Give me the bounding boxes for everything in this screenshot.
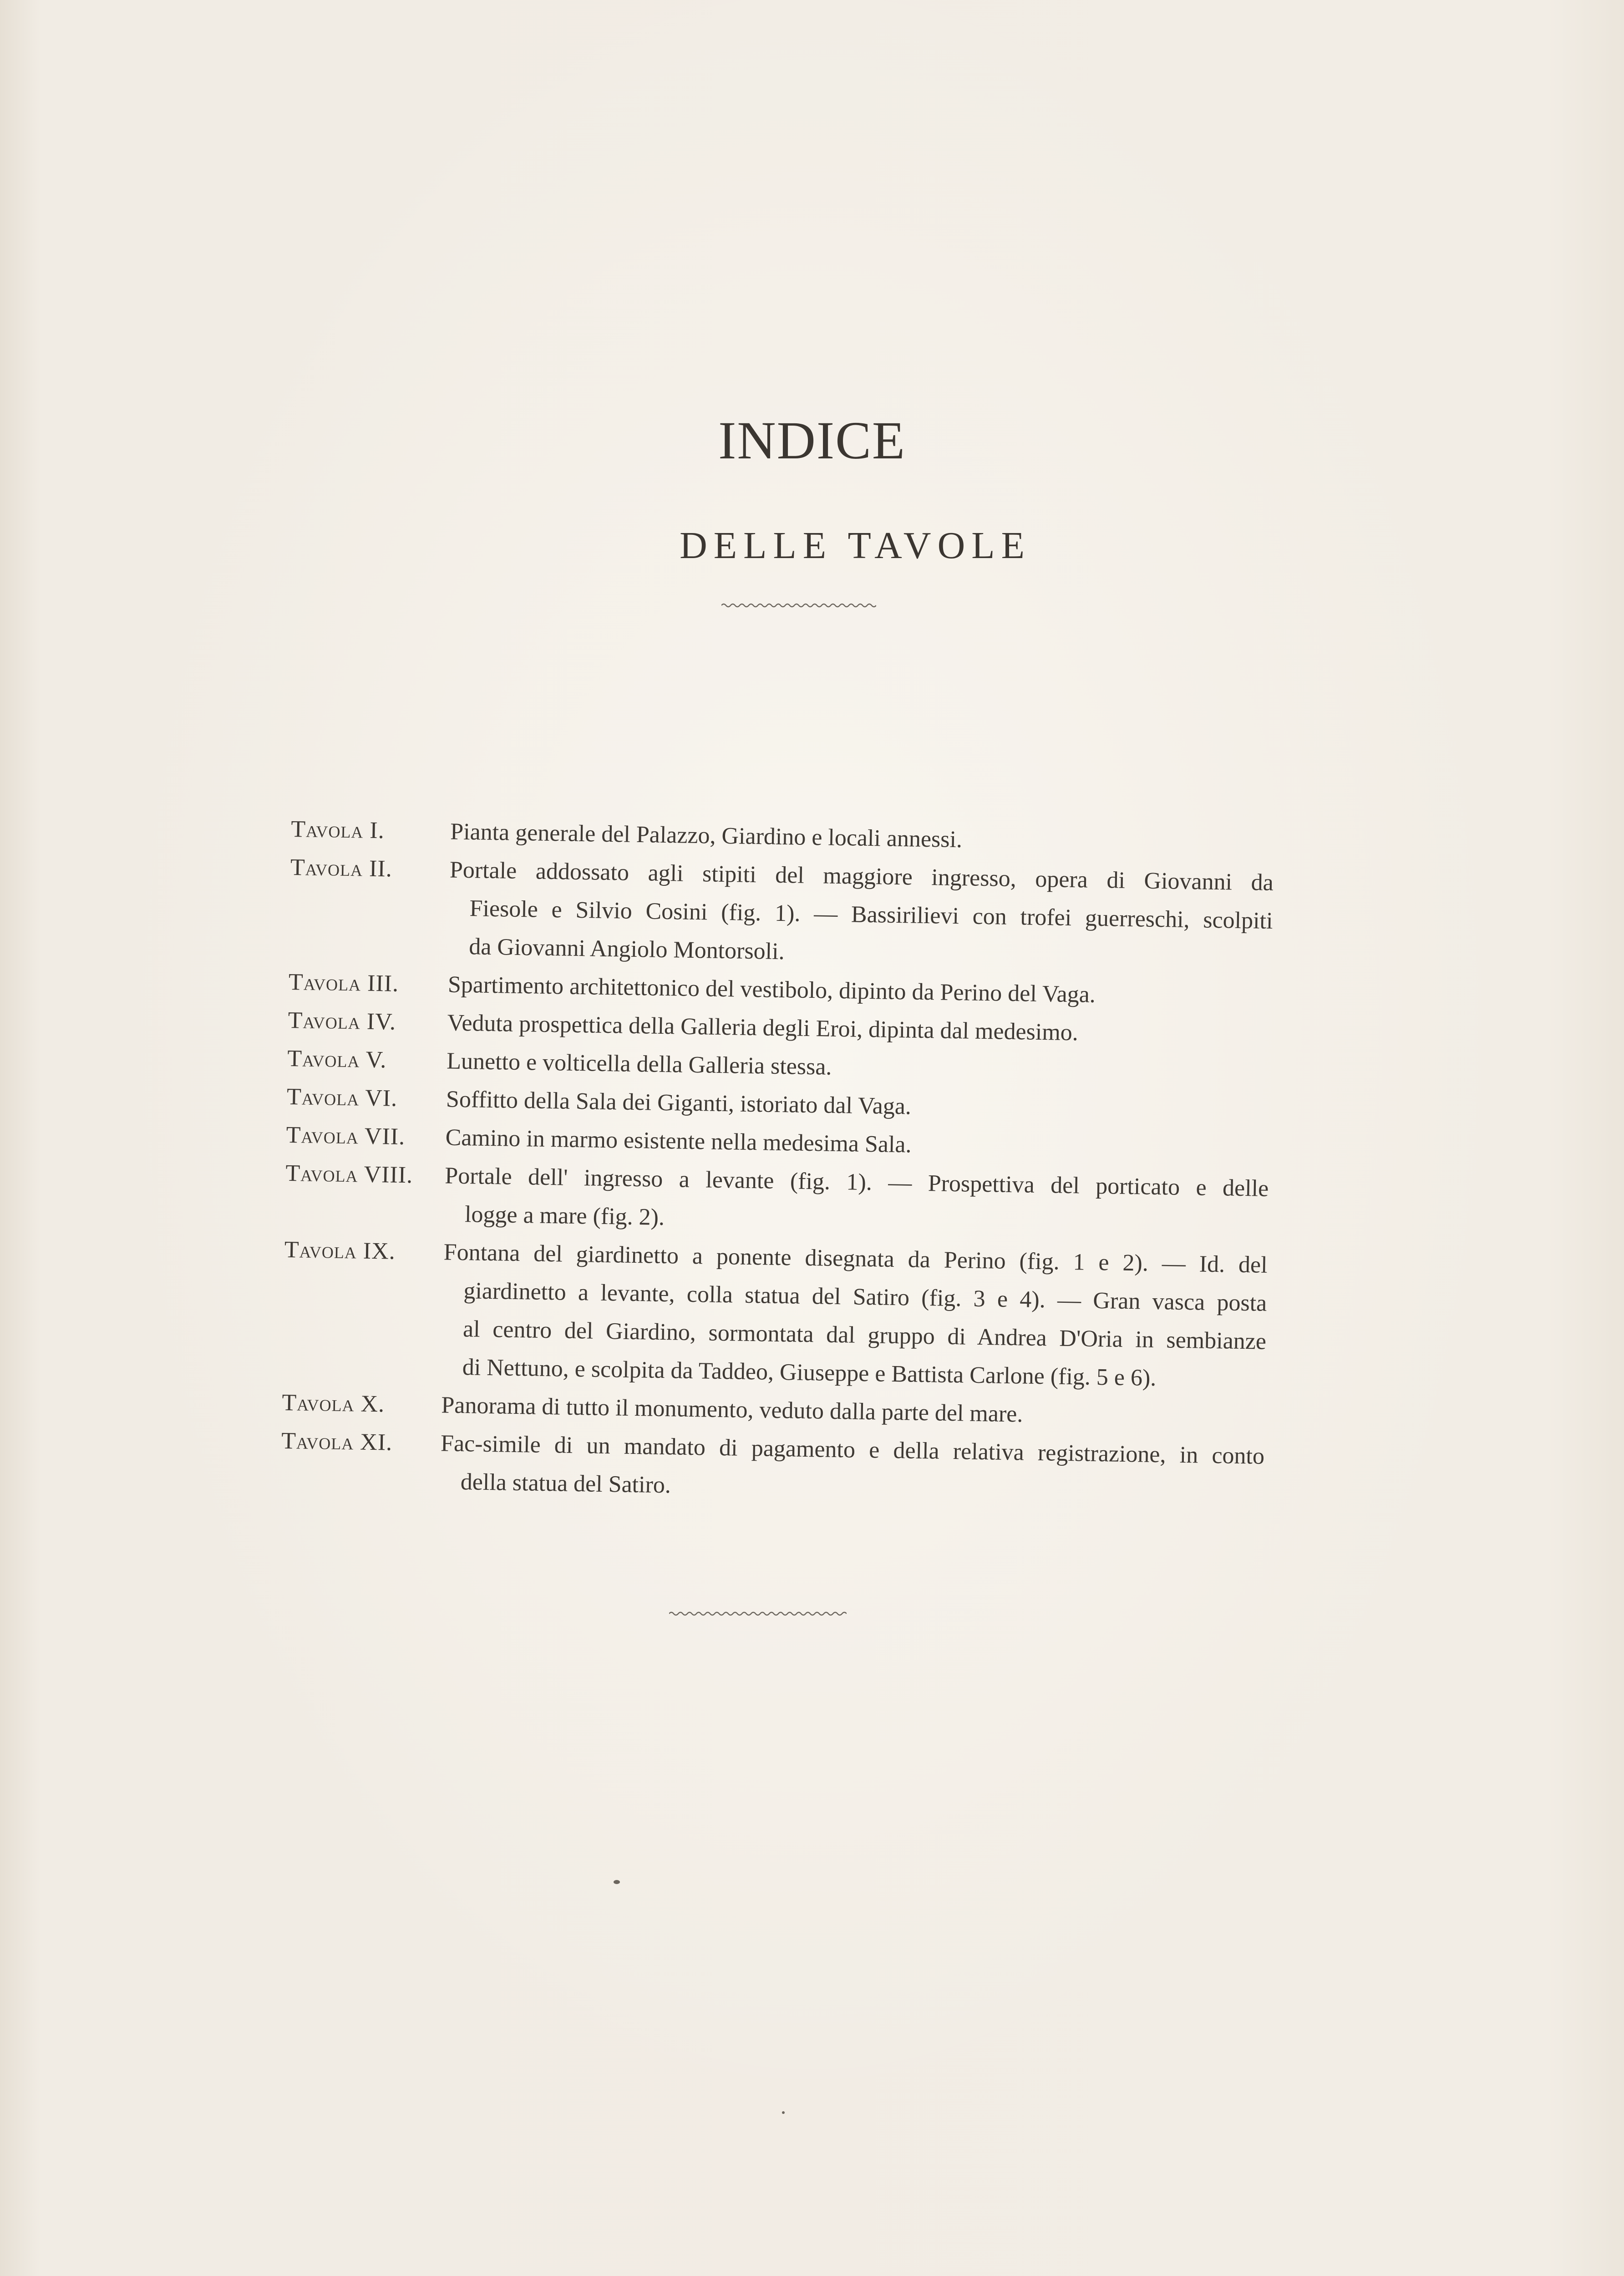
plate-label: Tavola I. — [290, 816, 385, 844]
table-of-plates — [280, 810, 1274, 1514]
description-line: Camino in marmo esistente nella medesima Sala. — [445, 1124, 912, 1158]
description-line: Pianta generale del Palazzo, Giardino e locali annessi. — [450, 818, 963, 853]
plate-label: Tavola II. — [290, 854, 393, 882]
page-title: INDICE — [718, 411, 906, 470]
description-line: Soffitto della Sala dei Giganti, istoriato dal Vaga. — [446, 1086, 912, 1120]
description-line: della statua del Satiro. — [460, 1469, 671, 1499]
index-entry — [280, 1422, 1264, 1514]
index-entry — [282, 1231, 1268, 1399]
description-line: Portale dell' ingresso a levante (fig. 1). — Prospettiva del porticato e delle — [444, 1163, 1269, 1202]
description-line: da Giovanni Angiolo Montorsoli. — [468, 934, 785, 965]
description-line: Lunetto e volticella della Galleria stessa. — [446, 1048, 832, 1080]
plate-label: Tavola V. — [287, 1045, 387, 1073]
index-entry — [284, 1154, 1269, 1246]
plate-label: Tavola III. — [288, 969, 399, 997]
description-line: Fontana del giardinetto a ponente disegnata da Perino (fig. 1 e 2). — Id. del — [443, 1239, 1268, 1278]
plate-label: Tavola VIII. — [285, 1160, 413, 1189]
description-line: Fiesole e Silvio Cosini (fig. 1). — Bassirilievi con trofei guerreschi, scolpiti — [469, 895, 1273, 934]
description-line: Veduta prospettica della Galleria degli Eroi, dipinta dal medesimo. — [447, 1010, 1079, 1046]
description-line: al centro del Giardino, sormontata dal gruppo di Andrea D'Oria in sembianze — [462, 1316, 1267, 1355]
description-line: di Nettuno, e scolpita da Taddeo, Giuseppe e Battista Carlone (fig. 5 e 6). — [462, 1354, 1157, 1391]
ornament-divider-top — [721, 601, 876, 610]
plate-description — [444, 1157, 1269, 1246]
description-line: Fac-simile di un mandato di pagamento e della relativa registrazione, in conto — [440, 1430, 1265, 1469]
ornament-divider-bottom — [669, 1609, 847, 1618]
plate-label: Tavola VII. — [286, 1122, 406, 1150]
index-entry — [289, 848, 1274, 979]
plate-label: Tavola VI. — [286, 1083, 398, 1112]
plate-label: Tavola IX. — [284, 1236, 396, 1265]
plate-description — [440, 1424, 1264, 1514]
plate-label: Tavola IV. — [288, 1007, 396, 1035]
paper-speck — [614, 1880, 620, 1884]
page-subtitle: DELLE TAVOLE — [680, 524, 1031, 567]
plate-label: Tavola XI. — [281, 1428, 393, 1456]
plate-description — [442, 1233, 1268, 1399]
description-line: giardinetto a levante, colla statua del Satiro (fig. 3 e 4). — Gran vasca posta — [463, 1278, 1267, 1316]
description-line: Panorama di tutto il monumento, veduto dalla parte del mare. — [441, 1392, 1023, 1428]
description-line: logge a mare (fig. 2). — [464, 1201, 665, 1230]
plate-label: Tavola X. — [282, 1389, 385, 1417]
plate-description — [448, 851, 1274, 978]
description-line: Spartimento architettonico del vestibolo, dipinto da Perino del Vaga. — [447, 971, 1096, 1008]
paper-speck — [782, 2111, 785, 2114]
description-line: Portale addossato agli stipiti del maggiore ingresso, opera di Giovanni da — [449, 857, 1274, 896]
